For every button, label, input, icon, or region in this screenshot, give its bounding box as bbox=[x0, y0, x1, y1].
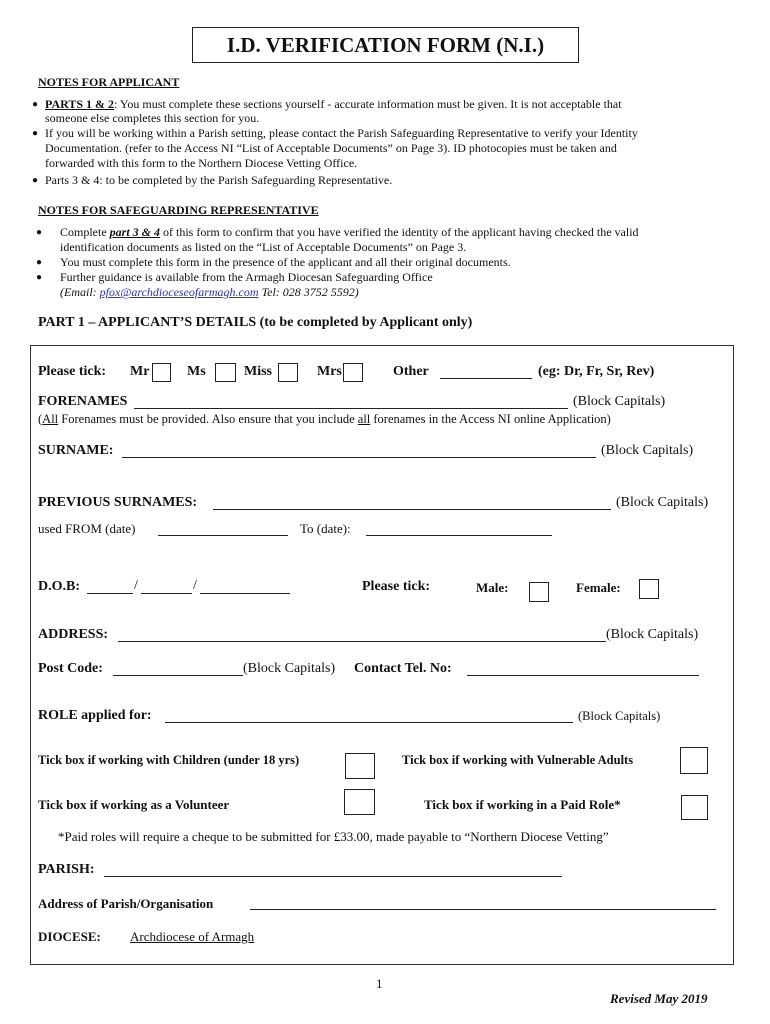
postcode-block-caps: (Block Capitals) bbox=[243, 661, 336, 676]
part1-heading: PART 1 – APPLICANT’S DETAILS (to be completed by Applicant only) bbox=[38, 315, 473, 330]
bullet-icon: ● bbox=[32, 99, 39, 110]
dob-label: D.O.B: bbox=[38, 579, 80, 594]
role-label: ROLE applied for: bbox=[38, 708, 152, 723]
revised-date: Revised May 2019 bbox=[610, 991, 708, 1006]
children-checkbox[interactable] bbox=[345, 753, 375, 779]
notes-rep-heading: NOTES FOR SAFEGUARDING REPRESENTATIVE bbox=[38, 203, 319, 217]
page-number: 1 bbox=[376, 976, 383, 991]
note-applicant-3: Parts 3 & 4: to be completed by the Parish Safeguarding Representative. bbox=[45, 173, 393, 187]
other-line[interactable] bbox=[440, 378, 532, 379]
address-label: ADDRESS: bbox=[38, 627, 109, 642]
note-applicant-2: If you will be working within a Parish setting, please contact the Parish Safeguarding Representative to verify your Identity bbox=[45, 126, 638, 140]
diocese-value: Archdiocese of Armagh bbox=[130, 929, 255, 944]
address-block-caps: (Block Capitals) bbox=[606, 627, 699, 642]
surname-label: SURNAME: bbox=[38, 443, 114, 458]
mr-checkbox[interactable] bbox=[152, 363, 171, 382]
mrs-checkbox[interactable] bbox=[343, 363, 363, 382]
surname-line[interactable] bbox=[122, 457, 596, 458]
prev-surnames-line[interactable] bbox=[213, 509, 611, 510]
note-rep-contact: (Email: pfox@archdioceseofarmagh.com Tel: 028 3752 5592) bbox=[60, 285, 359, 299]
mr-label: Mr bbox=[130, 364, 150, 379]
form-title: I.D. VERIFICATION FORM (N.I.) bbox=[192, 27, 579, 63]
to-date-line[interactable] bbox=[366, 535, 552, 536]
paid-checkbox[interactable] bbox=[681, 795, 708, 820]
surname-block-caps: (Block Capitals) bbox=[601, 443, 694, 458]
parish-address-line[interactable] bbox=[250, 909, 716, 910]
parish-line[interactable] bbox=[104, 876, 562, 877]
note-rep-3: Further guidance is available from the Armagh Diocesan Safeguarding Office bbox=[60, 270, 433, 284]
mrs-label: Mrs bbox=[317, 364, 342, 379]
dob-year-line[interactable] bbox=[200, 593, 290, 594]
note-rep-1: Complete part 3 & 4 of this form to confirm that you have verified the identity of the applicant having checked the valid bbox=[60, 225, 639, 239]
postcode-label: Post Code: bbox=[38, 661, 103, 676]
diocese-label: DIOCESE: bbox=[38, 929, 101, 944]
postcode-line[interactable] bbox=[113, 675, 243, 676]
parish-label: PARISH: bbox=[38, 862, 95, 877]
note-rep-1-cont: identification documents as listed on the “List of Acceptable Documents” on Page 3. bbox=[60, 240, 467, 254]
male-label: Male: bbox=[476, 580, 509, 595]
used-from-line[interactable] bbox=[158, 535, 288, 536]
note-applicant-2-cont2: forwarded with this form to the Northern Diocese Vetting Office. bbox=[45, 156, 358, 170]
tick-vulnerable-label: Tick box if working with Vulnerable Adults bbox=[402, 753, 634, 767]
bullet-icon: ● bbox=[32, 128, 39, 139]
to-date-label: To (date): bbox=[300, 521, 351, 536]
forenames-line[interactable] bbox=[134, 408, 568, 409]
tick-children-label: Tick box if working with Children (under 18 yrs) bbox=[38, 753, 300, 767]
dob-separator: / bbox=[193, 578, 197, 593]
male-checkbox[interactable] bbox=[529, 582, 549, 602]
contact-tel-line[interactable] bbox=[467, 675, 699, 676]
vulnerable-checkbox[interactable] bbox=[680, 747, 708, 774]
prev-surnames-label: PREVIOUS SURNAMES: bbox=[38, 495, 198, 510]
bullet-icon: ● bbox=[36, 227, 43, 238]
note-applicant-2-cont: Documentation. (refer to the Access NI “List of Acceptable Documents” on Page 3). ID photocopies must be taken and bbox=[45, 141, 617, 155]
note-applicant-1: PARTS 1 & 2: You must complete these sections yourself - accurate information must be given. It is not acceptable that bbox=[45, 97, 622, 111]
forenames-label: FORENAMES bbox=[38, 394, 128, 409]
contact-tel-label: Contact Tel. No: bbox=[354, 661, 452, 676]
forenames-block-caps: (Block Capitals) bbox=[573, 394, 666, 409]
volunteer-checkbox[interactable] bbox=[344, 789, 375, 815]
bullet-icon: ● bbox=[32, 175, 39, 186]
other-eg: (eg: Dr, Fr, Sr, Rev) bbox=[538, 364, 655, 379]
tick-volunteer-label: Tick box if working as a Volunteer bbox=[38, 797, 230, 812]
ms-label: Ms bbox=[187, 364, 206, 379]
female-label: Female: bbox=[576, 580, 621, 595]
address-line[interactable] bbox=[118, 641, 606, 642]
role-line[interactable] bbox=[165, 722, 573, 723]
miss-checkbox[interactable] bbox=[278, 363, 298, 382]
miss-label: Miss bbox=[244, 364, 272, 379]
forenames-note: (All Forenames must be provided. Also ensure that you include all forenames in the Access NI online Application) bbox=[38, 412, 611, 426]
notes-applicant-heading: NOTES FOR APPLICANT bbox=[38, 75, 180, 89]
note-applicant-1-cont: someone else completes this section for you. bbox=[45, 111, 260, 125]
dob-day-line[interactable] bbox=[87, 593, 133, 594]
prev-surnames-block-caps: (Block Capitals) bbox=[616, 495, 709, 510]
used-from-label: used FROM (date) bbox=[38, 521, 136, 536]
applicant-details-box bbox=[30, 345, 734, 965]
email-link[interactable]: pfox@archdioceseofarmagh.com bbox=[99, 285, 259, 299]
role-block-caps: (Block Capitals) bbox=[578, 709, 661, 723]
please-tick-label: Please tick: bbox=[38, 364, 107, 379]
note-rep-2: You must complete this form in the presence of the applicant and all their original documents. bbox=[60, 255, 511, 269]
female-checkbox[interactable] bbox=[639, 579, 659, 599]
dob-month-line[interactable] bbox=[141, 593, 192, 594]
ms-checkbox[interactable] bbox=[215, 363, 236, 382]
dob-separator: / bbox=[134, 578, 138, 593]
paid-note: *Paid roles will require a cheque to be submitted for £33.00, made payable to “Northern Diocese Vetting” bbox=[58, 829, 609, 844]
bullet-icon: ● bbox=[36, 257, 43, 268]
parish-address-label: Address of Parish/Organisation bbox=[38, 896, 214, 911]
please-tick-gender: Please tick: bbox=[362, 579, 431, 594]
other-label: Other bbox=[393, 364, 429, 379]
bullet-icon: ● bbox=[36, 272, 43, 283]
tick-paid-label: Tick box if working in a Paid Role* bbox=[424, 797, 621, 812]
